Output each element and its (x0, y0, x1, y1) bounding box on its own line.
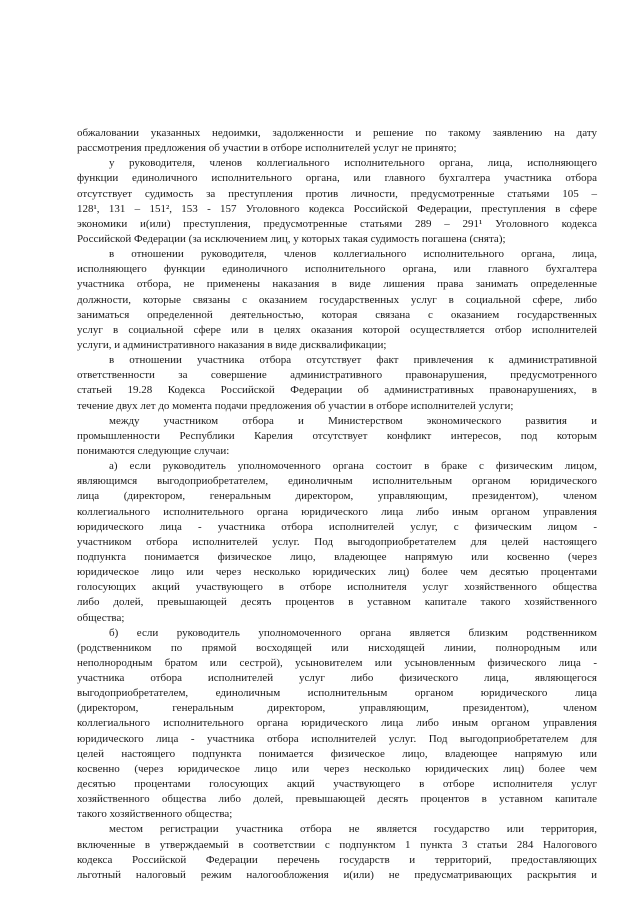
document-line: лица (директором, генеральным директором, управляющим, президентом), членом (77, 490, 597, 503)
document-line: кодекса Российской Федерации перечень государств и территорий, предоставляющих (77, 853, 597, 866)
document-line: у руководителя, членов коллегиального исполнительного органа, лица, исполняющего (109, 157, 597, 170)
document-line: подпункта понимается физическое лицо, владеющее напрямую или косвенно (через (77, 550, 597, 563)
document-line: промышленности Республики Карелия отсутствует конфликт интересов, под которым (77, 429, 597, 442)
document-line: неполнородным братом или сестрой), усыновителем или усыновленным физического лица - (77, 656, 597, 669)
document-line: коллегиального исполнительного органа юридического лица либо иным органом управления (77, 505, 597, 518)
document-line: местом регистрации участника отбора не является государство или территория, (109, 823, 597, 836)
document-line: исполняющего функции единоличного исполнительного органа, или главного бухгалтера (77, 263, 597, 276)
document-line: статьей 19.28 Кодекса Российской Федерации об административных правонарушениях, в (77, 384, 597, 397)
document-line: голосующих акций участвующего в отборе исполнителя услуг хозяйственного общества (77, 581, 597, 594)
document-line: Российской Федерации (за исключением лиц, у которых такая судимость погашена (снята); (77, 232, 506, 245)
document-line: участника отбора, не применены наказания в виде лишения права занимать определенные (77, 278, 597, 291)
document-line: ответственности за совершение административного правонарушения, предусмотренного (77, 369, 597, 382)
document-line: между участником отбора и Министерством экономического развития и (109, 414, 597, 427)
document-line: участника отбора исполнителей услуг либо физического лица, являющегося (77, 672, 597, 685)
document-line: услуг в социальной сфере или в целях оказания которой осуществляется отбор исполнителей (77, 323, 597, 336)
document-line: юридическое лицо или через несколько юридических лиц) более чем десятью процентами (77, 566, 597, 579)
document-line: обжаловании указанных недоимки, задолженности и решение по такому заявлению на дату (77, 127, 597, 139)
document-line: выгодоприобретателем, единоличным исполнительным органом юридического лица (77, 687, 597, 700)
document-line: являющимся выгодоприобретателем, единоличным исполнительным органом юридического (77, 475, 597, 488)
document-line: в отношении участника отбора отсутствует факт привлечения к административной (109, 354, 597, 367)
document-body-text (77, 126, 597, 883)
document-line: заниматься определенной деятельностью, которая связана с оказанием государственных (77, 308, 597, 321)
document-line: включенные в утверждаемый в соответствии с подпунктом 1 пункта 3 статьи 284 Налогового (77, 838, 597, 851)
document-line: в отношении руководителя, членов коллегиального исполнительного органа, лица, (109, 248, 597, 261)
document-line: участником отбора исполнителей услуг. Под выгодоприобретателем для целей настоящего (77, 535, 597, 548)
document-line: должности, которые связаны с оказанием государственных услуг в социальной сфере, либо (77, 293, 597, 306)
document-line: понимаются следующие случаи: (77, 444, 230, 457)
document-line: рассмотрения предложения об участии в отборе исполнителей услуг не принято; (77, 142, 457, 155)
document-line: услуги, и административного наказания в виде дисквалификации; (77, 338, 387, 351)
document-line: косвенно (через юридическое лицо или через несколько юридических лиц) более чем (77, 762, 597, 775)
document-line: десятью процентами голосующих акций участвующего в отборе исполнителя услуг (77, 778, 597, 791)
document-line: б) если руководитель уполномоченного органа является близким родственником (109, 626, 597, 639)
document-line: (родственником по прямой восходящей или нисходящей линии, полнородным или (77, 641, 597, 654)
document-line: функции единоличного исполнительного органа, или главного бухгалтера участника отбора (77, 172, 597, 185)
document-line: а) если руководитель уполномоченного органа состоит в браке с физическим лицом, (109, 460, 597, 473)
document-line: 128¹, 131 – 151², 153 - 157 Уголовного кодекса Российской Федерации, преступления в сфере (77, 202, 597, 215)
document-line: общества; (77, 611, 125, 624)
document-line: юридического лица - участника отбора исполнителей услуг, с физическим лицом - (77, 520, 597, 533)
document-line: хозяйственного общества либо долей, превышающей десять процентов в уставном капитале (77, 793, 597, 806)
document-line: юридического лица - участника отбора исполнителей услуг. Под выгодоприобретателем для (77, 732, 597, 745)
document-line: экономики и(или) преступления, предусмотренные статьями 289 – 291¹ Уголовного кодекса (77, 217, 597, 230)
document-line: такого хозяйственного общества; (77, 808, 233, 821)
document-line: коллегиального исполнительного органа юридического лица либо иным органом управления (77, 717, 597, 730)
document-line: (директором, генеральным директором, управляющим, президентом), членом (77, 702, 597, 715)
document-line: течение двух лет до момента подачи предложения об участии в отборе исполнителей услуги; (77, 399, 514, 412)
document-line: отсутствует судимость за преступления против личности, предусмотренные статьями 105 – (77, 187, 597, 200)
document-line: льготный налоговый режим налогообложения и(или) не предусматривающих раскрытия и (77, 868, 597, 881)
document-line: либо долей, превышающей десять процентов в уставном капитале такого хозяйственного (77, 596, 597, 609)
document-line: целей настоящего подпункта понимается физическое лицо, владеющее напрямую или (77, 747, 597, 760)
